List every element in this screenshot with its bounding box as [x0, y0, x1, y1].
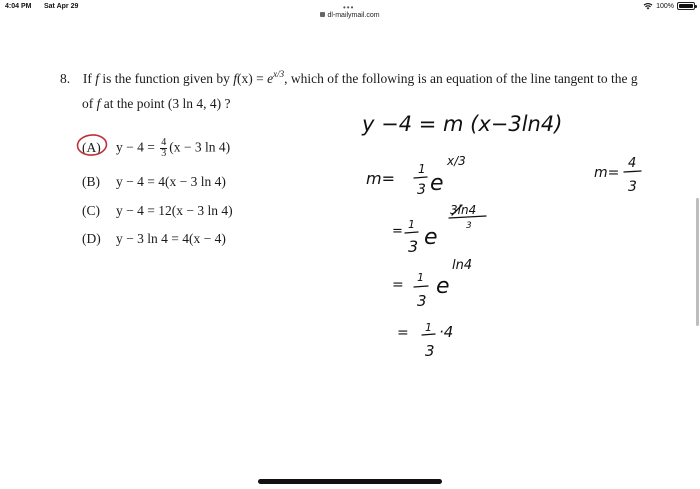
hw-equation: y −4 = m (x−3ln4): [362, 112, 563, 136]
hw-e: e: [424, 225, 438, 250]
hw-exp-2: 3ln4: [450, 203, 477, 217]
battery-percent: 100%: [656, 2, 674, 10]
hw-exp-2-den: 3: [466, 221, 472, 231]
question-number: 8.: [60, 71, 71, 86]
hw-frac-den: 3: [408, 237, 419, 256]
scrollbar[interactable]: [696, 198, 699, 326]
hw-e: e: [436, 274, 450, 299]
choice-text: y − 3 ln 4 = 4(x − 4): [116, 231, 226, 246]
question-text: is the function given by: [99, 71, 234, 86]
hw-frac-bar: [624, 171, 641, 172]
question-text: at the point (3 ln 4, 4) ?: [100, 96, 231, 111]
question-text: , which of the following is an equation of the line tangent to the g: [284, 71, 638, 86]
hw-m2-num: 4: [628, 156, 637, 171]
question-line-2: [82, 96, 231, 112]
question-var: f: [96, 96, 101, 111]
choice-text: y − 4 = 12(x − 3 ln 4): [116, 203, 233, 218]
wifi-icon: [643, 2, 653, 10]
choice-letter: (A): [82, 139, 101, 155]
choice-d[interactable]: [82, 231, 226, 247]
choice-letter: (B): [82, 174, 100, 189]
hw-eq-2: =: [392, 277, 404, 293]
selection-circle: [76, 133, 108, 157]
hw-frac-den: 3: [417, 292, 427, 310]
url-text: dl-mailymail.com: [327, 12, 380, 19]
question-var: f: [95, 71, 100, 86]
status-date: Sat Apr 29: [44, 3, 79, 10]
hw-eq-3: =: [397, 325, 409, 341]
hw-final: ·4: [439, 323, 454, 341]
hw-frac-num: 1: [425, 321, 432, 334]
choice-b[interactable]: [82, 174, 226, 190]
hw-frac-bar: [414, 286, 428, 287]
hw-frac-num: 1: [418, 162, 426, 176]
hw-exp-bar: [449, 216, 486, 218]
hw-frac-den: 3: [425, 342, 435, 360]
choice-letter: (C): [82, 203, 100, 218]
question-exponent: x/3: [273, 69, 285, 79]
hw-exp-1: x/3: [447, 154, 466, 168]
question-text: of: [82, 96, 97, 111]
hw-frac-num: 1: [408, 218, 415, 231]
hw-e: e: [430, 171, 444, 196]
hw-frac-bar: [414, 177, 427, 178]
choice-text: y − 4 = 4(x − 3 ln 4): [116, 174, 226, 189]
question-line-1: [60, 69, 638, 87]
hw-frac-bar: [422, 334, 435, 335]
fraction: $\frac{4}{3}$: [161, 137, 167, 159]
hw-eq-1: =: [392, 224, 403, 239]
hw-frac-den: 3: [417, 182, 426, 198]
question-var: e: [267, 71, 274, 86]
choice-c[interactable]: [82, 203, 233, 219]
choice-letter: (D): [82, 231, 101, 246]
question-text: If: [82, 71, 96, 86]
hw-strike: [452, 205, 462, 215]
choice-text: y − 4 =: [116, 139, 159, 155]
battery-icon: [677, 2, 695, 10]
url-bar[interactable]: [0, 12, 700, 19]
question-text: (x) =: [237, 71, 268, 86]
question-var: f: [233, 71, 238, 86]
status-time: 4:04 PM: [5, 3, 32, 10]
more-options-icon[interactable]: •••: [343, 3, 355, 12]
hw-m2-den: 3: [628, 179, 637, 195]
status-indicators: [643, 2, 695, 10]
home-indicator[interactable]: [258, 479, 442, 484]
lock-icon: [320, 12, 325, 17]
hw-frac-bar: [405, 232, 418, 233]
hw-m2-label: m=: [594, 165, 620, 181]
hw-m-label: m=: [366, 169, 395, 188]
hw-frac-num: 1: [417, 271, 424, 284]
choice-text: (x − 3 ln 4): [169, 139, 231, 155]
hw-exp-3: ln4: [452, 258, 473, 273]
